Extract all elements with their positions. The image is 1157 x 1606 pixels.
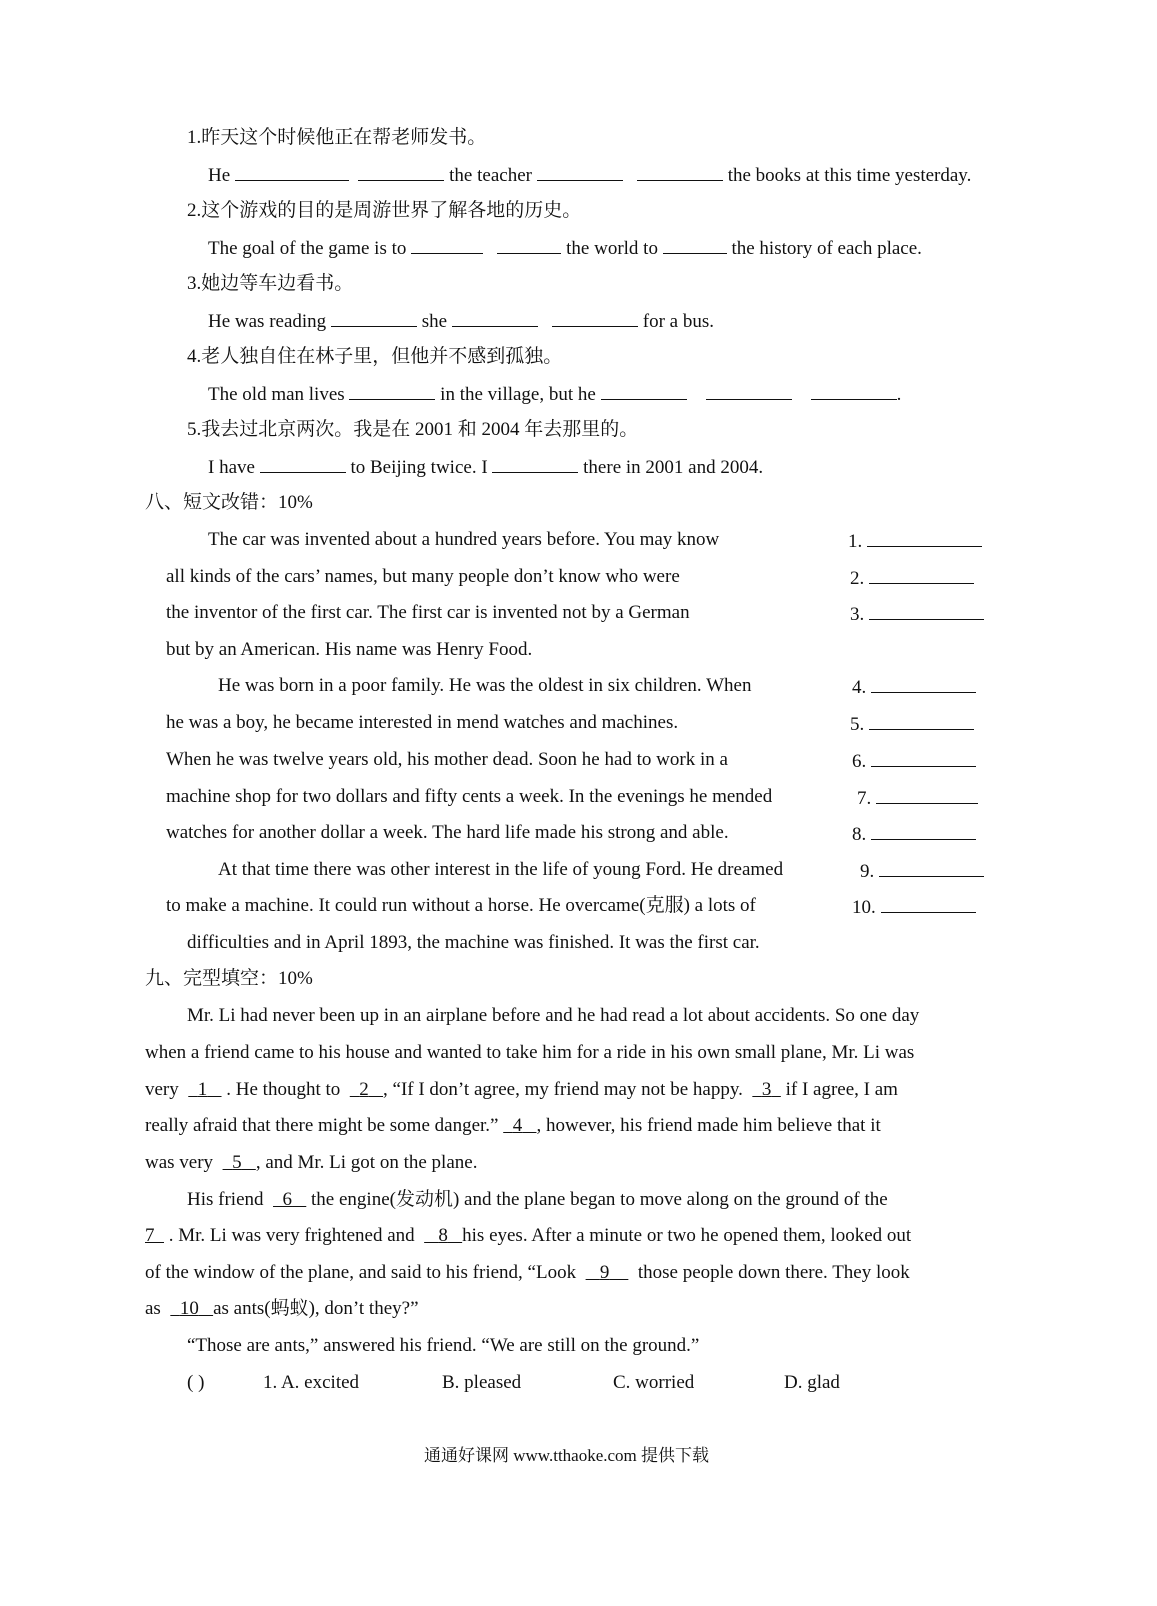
answer-row xyxy=(852,674,976,700)
answer-label: 6. xyxy=(852,751,867,772)
passage8-line: but by an American. His name was Henry Food. xyxy=(166,639,533,660)
passage8-line: When he was twelve years old, his mother dead. Soon he had to work in a xyxy=(166,749,728,770)
cloze-blank xyxy=(223,1152,256,1173)
passage8-line: At that time there was other interest in the life of young Ford. He dreamed xyxy=(218,859,784,880)
answer-blank xyxy=(235,162,349,181)
option-b: B. pleased xyxy=(442,1372,522,1393)
text-segment: very xyxy=(145,1079,179,1100)
q2-chinese: 2.这个游戏的目的是周游世界了解各地的历史。 xyxy=(187,200,582,221)
answer-blank xyxy=(879,858,984,877)
answer-bracket: ( ) xyxy=(187,1372,205,1393)
answer-row xyxy=(848,528,982,554)
passage8-line: all kinds of the cars’ names, but many people don’t know who were xyxy=(166,566,680,587)
passage8-line: the inventor of the first car. The first car is invented not by a German xyxy=(166,602,690,623)
q2-english xyxy=(208,235,922,261)
passage8-line: He was born in a poor family. He was the oldest in six children. When xyxy=(218,675,752,696)
cloze-blank xyxy=(170,1298,213,1319)
text-segment: was very xyxy=(145,1152,214,1173)
answer-blank xyxy=(869,601,984,620)
text-segment: the engine(发动机) and the plane began to move along on the ground of the xyxy=(311,1189,888,1210)
answer-blank xyxy=(331,308,417,327)
answer-row xyxy=(860,858,984,884)
cloze-blank xyxy=(145,1225,164,1246)
text-segment: He xyxy=(208,165,231,186)
q3-chinese: 3.她边等车边看书。 xyxy=(187,273,354,294)
text-segment: . Mr. Li was very frightened and xyxy=(168,1225,415,1246)
answer-blank xyxy=(260,454,346,473)
text-segment: He was reading xyxy=(208,311,327,332)
q3-english xyxy=(208,308,714,334)
blank-number: 3 xyxy=(761,1079,772,1100)
text-segment: his eyes. After a minute or two he opened them, looked out xyxy=(462,1225,912,1246)
blank-number: 1 xyxy=(197,1079,208,1100)
blank-number: 2 xyxy=(359,1079,369,1100)
section9-title: 九、完型填空：10% xyxy=(145,968,313,989)
text-segment: . He thought to xyxy=(226,1079,341,1100)
text-segment: the teacher xyxy=(449,165,532,186)
answer-blank xyxy=(811,381,897,400)
answer-blank xyxy=(452,308,538,327)
blank-number: 9 xyxy=(599,1262,610,1283)
q5-chinese: 5.我去过北京两次。我是在 2001 和 2004 年去那里的。 xyxy=(187,419,639,440)
cloze-line xyxy=(145,1224,911,1248)
answer-blank xyxy=(869,565,974,584)
answer-label: 2. xyxy=(850,568,865,589)
blank-number: 10 xyxy=(179,1298,199,1319)
passage8-line: The car was invented about a hundred years before. You may know xyxy=(208,529,720,550)
text-segment: really afraid that there might be some danger.” xyxy=(145,1115,499,1136)
cloze-line xyxy=(145,1297,419,1321)
answer-label: 4. xyxy=(852,677,867,698)
text-segment: the world to xyxy=(566,238,658,259)
cloze-line xyxy=(145,1261,910,1285)
answer-label: 5. xyxy=(850,714,865,735)
answer-row xyxy=(857,785,978,811)
passage8-line: machine shop for two dollars and fifty cents a week. In the evenings he mended xyxy=(166,786,773,807)
answer-blank xyxy=(881,894,976,913)
cloze-line xyxy=(145,1114,881,1138)
text-segment: of the window of the plane, and said to his friend, “Look xyxy=(145,1262,577,1283)
answer-label: 10. xyxy=(852,897,876,918)
q1-english xyxy=(208,162,971,188)
answer-blank xyxy=(869,711,974,730)
text-segment: The goal of the game is to xyxy=(208,238,407,259)
answer-row xyxy=(850,601,984,627)
text-segment: in the village, but he xyxy=(440,384,596,405)
answer-row xyxy=(852,748,976,774)
passage8-line: difficulties and in April 1893, the machine was finished. It was the first car. xyxy=(187,932,760,953)
question-row xyxy=(187,1371,204,1395)
q4-chinese: 4.老人独自住在林子里，但他并不感到孤独。 xyxy=(187,346,563,367)
answer-row xyxy=(850,711,974,737)
cloze-blank xyxy=(188,1079,221,1100)
cloze-line xyxy=(145,1078,898,1102)
blank-number: 8 xyxy=(438,1225,448,1246)
answer-row xyxy=(852,894,976,920)
text-segment: if I agree, I am xyxy=(785,1079,898,1100)
answer-blank xyxy=(637,162,723,181)
answer-blank xyxy=(871,748,976,767)
cloze-blank xyxy=(752,1079,781,1100)
answer-blank xyxy=(663,235,727,254)
answer-blank xyxy=(552,308,638,327)
answer-blank xyxy=(537,162,623,181)
q1-chinese: 1.昨天这个时候他正在帮老师发书。 xyxy=(187,127,487,148)
text-segment: she xyxy=(421,311,448,332)
answer-blank xyxy=(706,381,792,400)
passage8-line: he was a boy, he became interested in mend watches and machines. xyxy=(166,712,679,733)
q4-english xyxy=(208,381,901,407)
answer-blank xyxy=(497,235,561,254)
answer-row xyxy=(852,821,976,847)
cloze-line: “Those are ants,” answered his friend. “We are still on the ground.” xyxy=(187,1335,700,1356)
answer-label: 7. xyxy=(857,788,872,809)
text-segment: , “If I don’t agree, my friend may not be happy. xyxy=(383,1079,743,1100)
option-c: C. worried xyxy=(613,1372,695,1393)
text-segment: for a bus. xyxy=(642,311,714,332)
question-stem: 1. A. excited xyxy=(263,1372,360,1393)
answer-blank xyxy=(492,454,578,473)
answer-label: 1. xyxy=(848,531,863,552)
text-segment: there in 2001 and 2004. xyxy=(583,457,764,478)
answer-label: 8. xyxy=(852,824,867,845)
text-segment: . xyxy=(896,384,902,405)
text-segment: as xyxy=(145,1298,161,1319)
q5-english xyxy=(208,454,763,480)
text-segment: to Beijing twice. I xyxy=(350,457,488,478)
answer-row xyxy=(850,565,974,591)
cloze-line xyxy=(187,1188,888,1212)
text-segment: , however, his friend made him believe that it xyxy=(536,1115,881,1136)
cloze-line: when a friend came to his house and wanted to take him for a ride in his own small plane, Mr. Li was xyxy=(145,1042,915,1063)
text-segment: , and Mr. Li got on the plane. xyxy=(255,1152,478,1173)
cloze-line: Mr. Li had never been up in an airplane before and he had read a lot about accidents. So one day xyxy=(187,1005,920,1026)
text-segment: the books at this time yesterday. xyxy=(727,165,972,186)
text-segment: the history of each place. xyxy=(731,238,922,259)
cloze-blank xyxy=(586,1262,629,1283)
blank-number: 7 xyxy=(145,1225,155,1246)
cloze-blank xyxy=(273,1189,306,1210)
answer-blank xyxy=(358,162,444,181)
cloze-blank xyxy=(424,1225,462,1246)
answer-blank xyxy=(871,821,976,840)
section8-title: 八、短文改错：10% xyxy=(145,492,313,513)
answer-blank xyxy=(867,528,982,547)
answer-blank xyxy=(876,785,978,804)
text-segment: I have xyxy=(208,457,255,478)
answer-blank xyxy=(601,381,687,400)
answer-blank xyxy=(871,674,976,693)
answer-blank xyxy=(349,381,435,400)
text-segment: The old man lives xyxy=(208,384,345,405)
text-segment: those people down there. They look xyxy=(637,1262,910,1283)
page-footer: 通通好课网 www.tthaoke.com 提供下载 xyxy=(424,1446,710,1465)
answer-blank xyxy=(411,235,483,254)
text-segment: His friend xyxy=(187,1189,264,1210)
answer-label: 3. xyxy=(850,604,865,625)
text-segment: as ants(蚂蚁), don’t they?” xyxy=(213,1298,419,1319)
option-d: D. glad xyxy=(784,1372,840,1393)
cloze-blank xyxy=(503,1115,536,1136)
passage8-line: to make a machine. It could run without a horse. He overcame(克服) a lots of xyxy=(166,895,756,916)
cloze-blank xyxy=(350,1079,383,1100)
passage8-line: watches for another dollar a week. The hard life made his strong and able. xyxy=(166,822,729,843)
blank-number: 5 xyxy=(232,1152,242,1173)
blank-number: 4 xyxy=(512,1115,523,1136)
cloze-line xyxy=(145,1151,477,1175)
blank-number: 6 xyxy=(282,1189,293,1210)
answer-label: 9. xyxy=(860,861,875,882)
